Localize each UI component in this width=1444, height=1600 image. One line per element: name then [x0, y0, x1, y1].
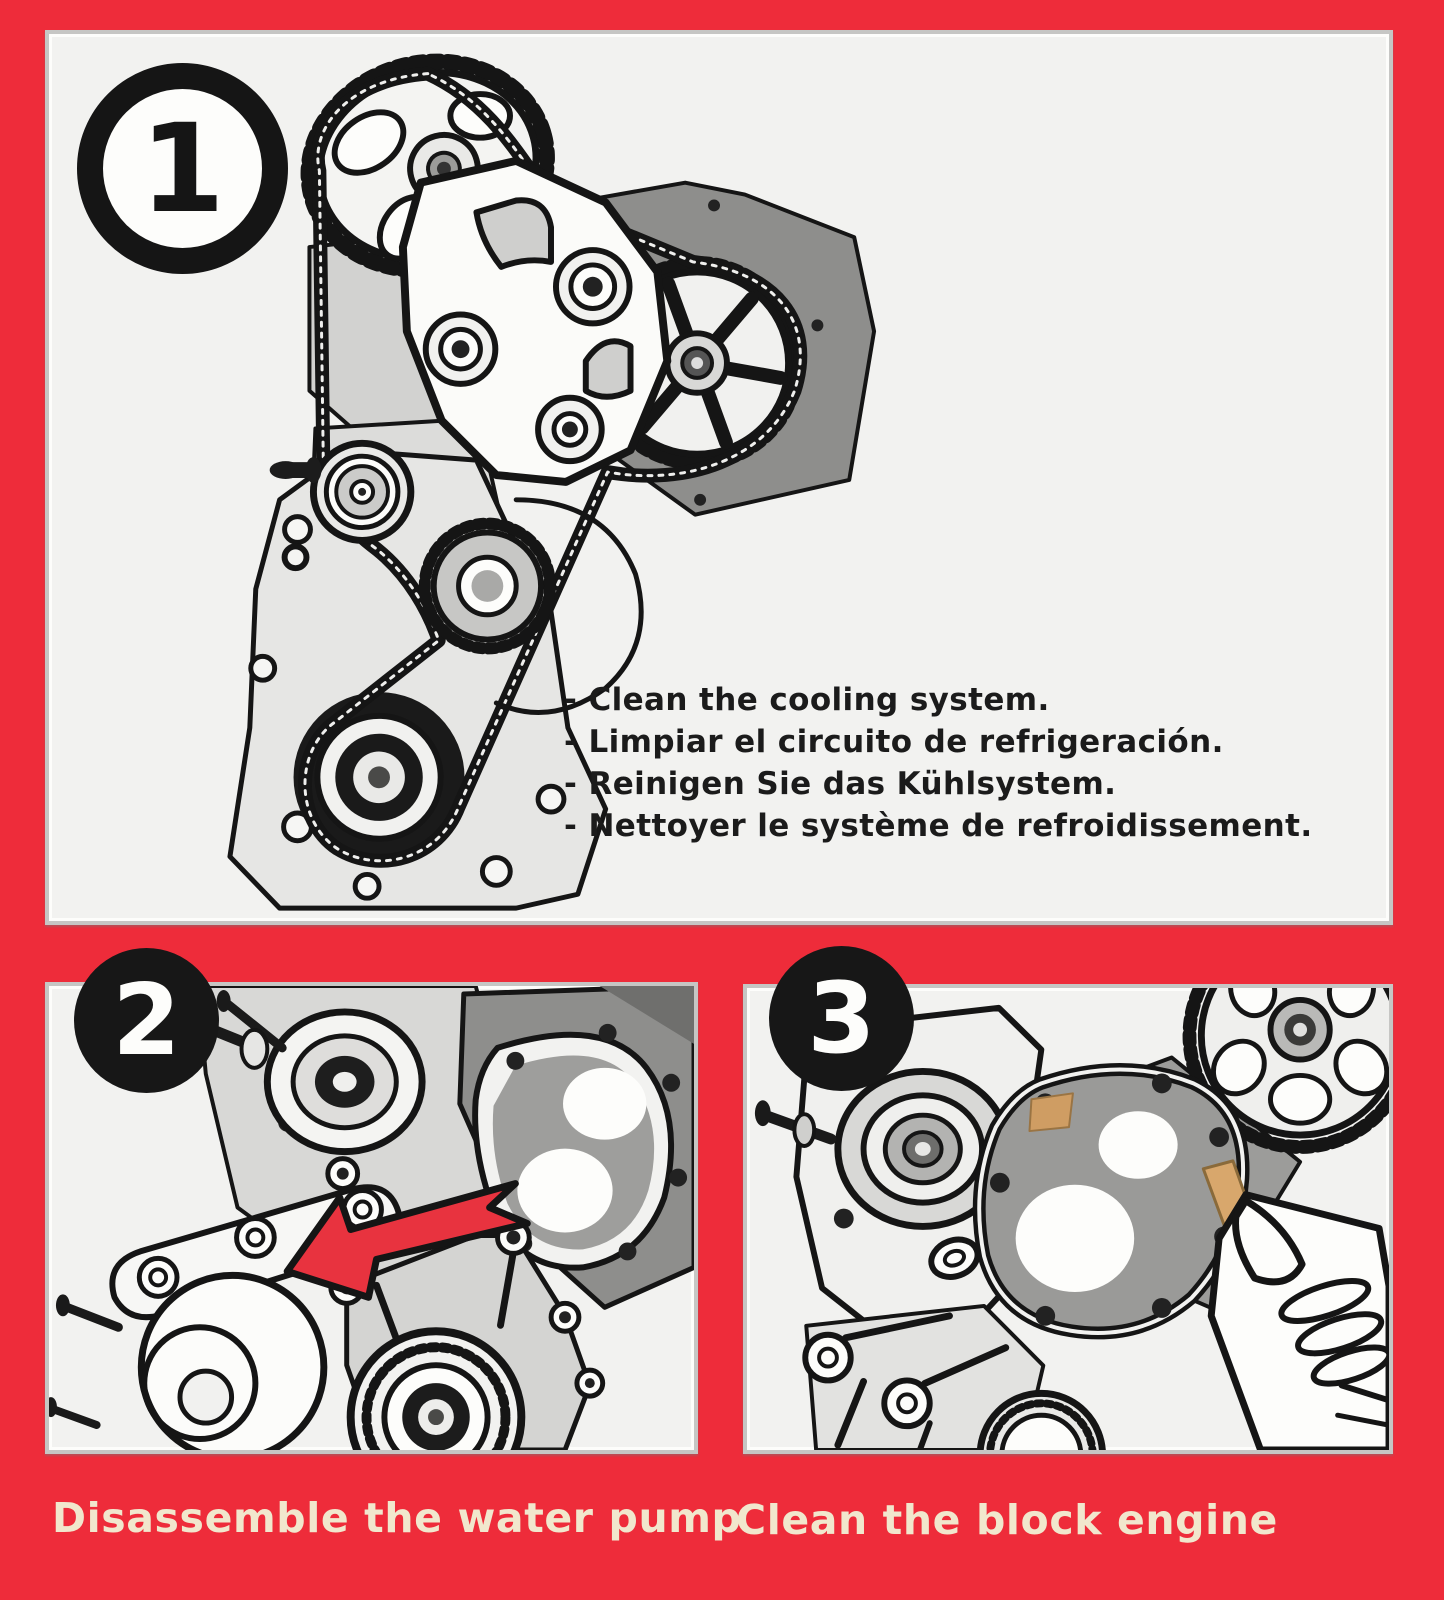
step3-number: 3: [807, 961, 876, 1076]
cover-hole: [285, 546, 307, 568]
instruction-line-de: - Reinigen Sie das Kühlsystem.: [564, 766, 1117, 802]
tensioner-pulley: [313, 443, 410, 540]
hand-with-cloth: [1211, 1195, 1389, 1450]
gasket-residue: [1029, 1093, 1072, 1131]
step2-caption: Disassemble the water pump: [52, 1494, 742, 1542]
step2-number-badge: [74, 948, 219, 1093]
cover-bolt: [270, 457, 322, 483]
step1-number-badge: [77, 63, 288, 274]
step3-caption: Clean the block engine: [736, 1496, 1278, 1544]
step1-number: 1: [140, 97, 225, 240]
instruction-line-fr: - Nettoyer le système de refroidissement.: [564, 808, 1313, 844]
step2-number: 2: [112, 963, 181, 1078]
pump-mounting-surface: [979, 1069, 1243, 1332]
step1-instruction-list: [564, 679, 1354, 847]
instruction-line-en: - Clean the cooling system.: [564, 682, 1050, 718]
instruction-line-es: - Limpiar el circuito de refrigeración.: [564, 724, 1224, 760]
step3-number-badge: [769, 946, 914, 1091]
